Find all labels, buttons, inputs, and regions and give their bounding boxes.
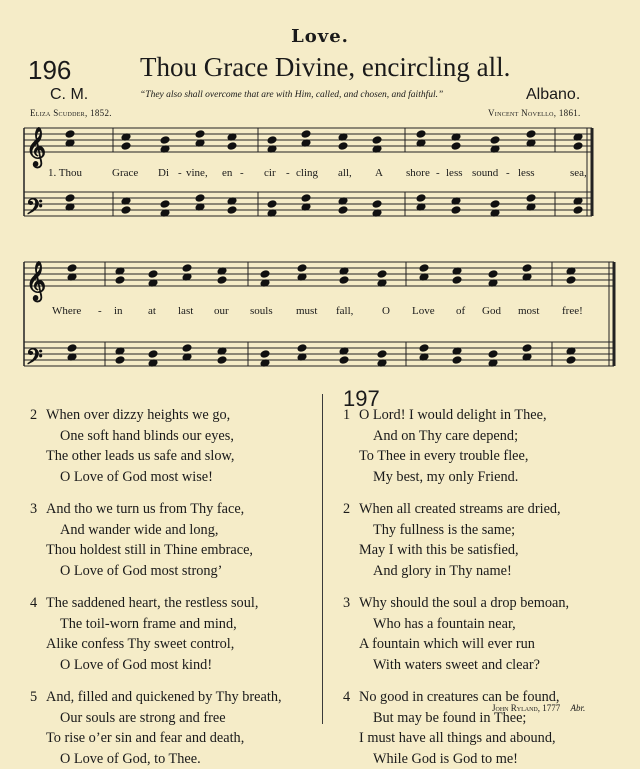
hymn-title: Thou Grace Divine, encircling all. xyxy=(140,52,510,83)
stanza-number: 2 xyxy=(343,499,359,520)
words-credit: Eliza Scudder, 1852. xyxy=(30,108,112,118)
stanza-line: And glory in Thy name! xyxy=(343,561,569,582)
hymn196-stanzas xyxy=(30,405,282,769)
stanza-number: 3 xyxy=(30,499,46,520)
note-head xyxy=(522,264,532,273)
note-head xyxy=(573,206,583,215)
stanza-number: 3 xyxy=(343,593,359,614)
note-head xyxy=(65,130,75,139)
note-head xyxy=(160,136,170,145)
stanza-line: May I with this be satisfied, xyxy=(343,540,569,561)
note-head xyxy=(182,344,192,353)
stanza-line: O Love of God, to Thee. xyxy=(30,749,282,769)
lyric-syllable: - xyxy=(178,167,182,179)
note-head xyxy=(377,270,387,279)
hymn197-stanzas xyxy=(343,405,569,769)
lyric-syllable: - xyxy=(286,167,290,179)
lyric-syllable: cling xyxy=(296,167,318,179)
note-head xyxy=(67,264,77,273)
stanza xyxy=(30,499,282,581)
note-head xyxy=(121,142,131,151)
stanza xyxy=(343,405,569,487)
note-head xyxy=(338,206,348,215)
stanza-line: With waters sweet and clear? xyxy=(343,655,569,676)
lyric-syllable: less xyxy=(518,167,535,179)
note-head xyxy=(416,194,426,203)
note-head xyxy=(260,270,270,279)
lyric-syllable: O xyxy=(382,305,390,317)
stanza-line: One soft hand blinds our eyes, xyxy=(30,426,282,447)
lyric-syllable: shore xyxy=(406,167,430,179)
note-head xyxy=(451,142,461,151)
hymn-number: 196 xyxy=(28,55,71,86)
stanza-line: A fountain which will ever run xyxy=(343,634,569,655)
lyric-syllable: en xyxy=(222,167,232,179)
note-head xyxy=(227,206,237,215)
note-head xyxy=(488,270,498,279)
clef-icon: 𝄢 xyxy=(26,195,43,225)
stanza-line: Why should the soul a drop bemoan, xyxy=(359,595,569,611)
stanza xyxy=(30,593,282,675)
stanza xyxy=(343,593,569,675)
note-head xyxy=(526,194,536,203)
stanza-line: O Love of God most kind! xyxy=(30,655,282,676)
stanza-line: Thy fullness is the same; xyxy=(343,520,569,541)
note-head xyxy=(267,136,277,145)
lyric-syllable: must xyxy=(296,305,317,317)
note-head xyxy=(195,130,205,139)
note-head xyxy=(566,356,576,365)
stanza-line: The saddened heart, the restless soul, xyxy=(46,595,258,611)
stanza-line: Thou holdest still in Thine embrace, xyxy=(30,540,282,561)
note-head xyxy=(115,356,125,365)
stanza-line: Who has a fountain near, xyxy=(343,614,569,635)
stanza-line: Our souls are strong and free xyxy=(30,708,282,729)
note-head xyxy=(195,194,205,203)
lyric-syllable: last xyxy=(178,305,193,317)
note-head xyxy=(297,344,307,353)
lyric-syllable: vine, xyxy=(186,167,208,179)
note-head xyxy=(419,264,429,273)
hymn197-author xyxy=(492,703,585,713)
note-head xyxy=(490,200,500,209)
stanza-line: The toil-worn frame and mind, xyxy=(30,614,282,635)
column-divider xyxy=(322,394,323,724)
note-head xyxy=(452,276,462,285)
note-head xyxy=(115,276,125,285)
lyric-syllable: free! xyxy=(562,305,583,317)
stanza-line: O Lord! I would delight in Thee, xyxy=(359,407,547,423)
note-head xyxy=(338,142,348,151)
note-head xyxy=(419,344,429,353)
lyric-syllable: of xyxy=(456,305,465,317)
stanza-line: But may be found in Thee; xyxy=(343,708,569,729)
note-head xyxy=(65,194,75,203)
stanza xyxy=(30,687,282,769)
note-head xyxy=(260,350,270,359)
music-credit: Vincent Novello, 1861. xyxy=(488,108,581,118)
note-head xyxy=(148,270,158,279)
note-head xyxy=(377,350,387,359)
note-head xyxy=(67,344,77,353)
note-head xyxy=(217,356,227,365)
stanza-number: 4 xyxy=(30,593,46,614)
stanza-line: And tho we turn us from Thy face, xyxy=(46,501,244,517)
stanza-line: To Thee in every trouble flee, xyxy=(343,446,569,467)
note-head xyxy=(522,344,532,353)
note-head xyxy=(372,200,382,209)
lyric-syllable: souls xyxy=(250,305,273,317)
stanza-line: O Love of God most wise! xyxy=(30,467,282,488)
stanza-line: And, filled and quickened by Thy breath, xyxy=(46,689,282,705)
stanza-line: The other leads us safe and slow, xyxy=(30,446,282,467)
stanza-line: No good in creatures can be found, xyxy=(359,689,560,705)
note-head xyxy=(339,356,349,365)
note-head xyxy=(297,264,307,273)
note-head xyxy=(526,130,536,139)
lyric-syllable: - xyxy=(506,167,510,179)
note-head xyxy=(339,276,349,285)
hymn-number: 197 xyxy=(343,386,380,412)
lyric-syllable: - xyxy=(240,167,244,179)
clef-icon: 𝄞 xyxy=(26,261,46,302)
note-head xyxy=(148,350,158,359)
section-heading: Love. xyxy=(0,26,640,47)
tune-name: Albano. xyxy=(526,86,580,104)
stanza-line: O Love of God most strong’ xyxy=(30,561,282,582)
lyric-syllable: most xyxy=(518,305,539,317)
lyric-syllable: God xyxy=(482,305,501,317)
stanza-line: I must have all things and abound, xyxy=(343,728,569,749)
note-head xyxy=(301,194,311,203)
stanza-number: 1 xyxy=(343,405,359,426)
stanza xyxy=(30,405,282,487)
stanza xyxy=(343,687,569,769)
clef-icon: 𝄢 xyxy=(26,345,43,375)
lyric-syllable: - xyxy=(436,167,440,179)
lyric-syllable: - xyxy=(98,305,102,317)
note-head xyxy=(227,142,237,151)
lyric-syllable: our xyxy=(214,305,229,317)
lyric-syllable: in xyxy=(114,305,123,317)
stanza-line: To rise o’er sin and fear and death, xyxy=(30,728,282,749)
lyric-syllable: sound xyxy=(472,167,498,179)
lyric-syllable: fall, xyxy=(336,305,353,317)
note-head xyxy=(416,130,426,139)
stanza-line: Alike confess Thy sweet control, xyxy=(30,634,282,655)
note-head xyxy=(573,142,583,151)
lyric-syllable: Grace xyxy=(112,167,138,179)
lyric-syllable: sea, xyxy=(570,167,587,179)
lyric-syllable: Love xyxy=(412,305,435,317)
note-head xyxy=(372,136,382,145)
stanza-number: 4 xyxy=(343,687,359,708)
stanza-line: When over dizzy heights we go, xyxy=(46,407,230,423)
lyric-syllable: less xyxy=(446,167,463,179)
lyric-syllable: 1. Thou xyxy=(48,167,82,179)
lyric-syllable: Where xyxy=(52,305,81,317)
lyric-syllable: Di xyxy=(158,167,169,179)
note-head xyxy=(267,200,277,209)
meter-label: C. M. xyxy=(50,86,88,104)
note-head xyxy=(121,206,131,215)
clef-icon: 𝄞 xyxy=(26,127,46,168)
lyric-syllable: A xyxy=(375,167,383,179)
note-head xyxy=(182,264,192,273)
author-credit: John Ryland, 1777 xyxy=(492,703,560,713)
stanza-line: And wander wide and long, xyxy=(30,520,282,541)
stanza-line: When all created streams are dried, xyxy=(359,501,561,517)
note-head xyxy=(451,206,461,215)
abridged-mark: Abr. xyxy=(571,703,586,713)
stanza-line: My best, my only Friend. xyxy=(343,467,569,488)
epigraph: “They also shall overcome that are with Him, called, and chosen, and faithful.” xyxy=(140,90,500,100)
note-head xyxy=(452,356,462,365)
stanza-line: While God is God to me! xyxy=(343,749,569,769)
stanza xyxy=(343,499,569,581)
lyric-syllable: all, xyxy=(338,167,352,179)
note-head xyxy=(217,276,227,285)
note-head xyxy=(160,200,170,209)
note-head xyxy=(301,130,311,139)
stanza-number: 2 xyxy=(30,405,46,426)
lyric-syllable: at xyxy=(148,305,156,317)
note-head xyxy=(490,136,500,145)
stanza-line: And on Thy care depend; xyxy=(343,426,569,447)
stanza-number: 5 xyxy=(30,687,46,708)
note-head xyxy=(488,350,498,359)
note-head xyxy=(566,276,576,285)
lyric-syllable: cir xyxy=(264,167,276,179)
